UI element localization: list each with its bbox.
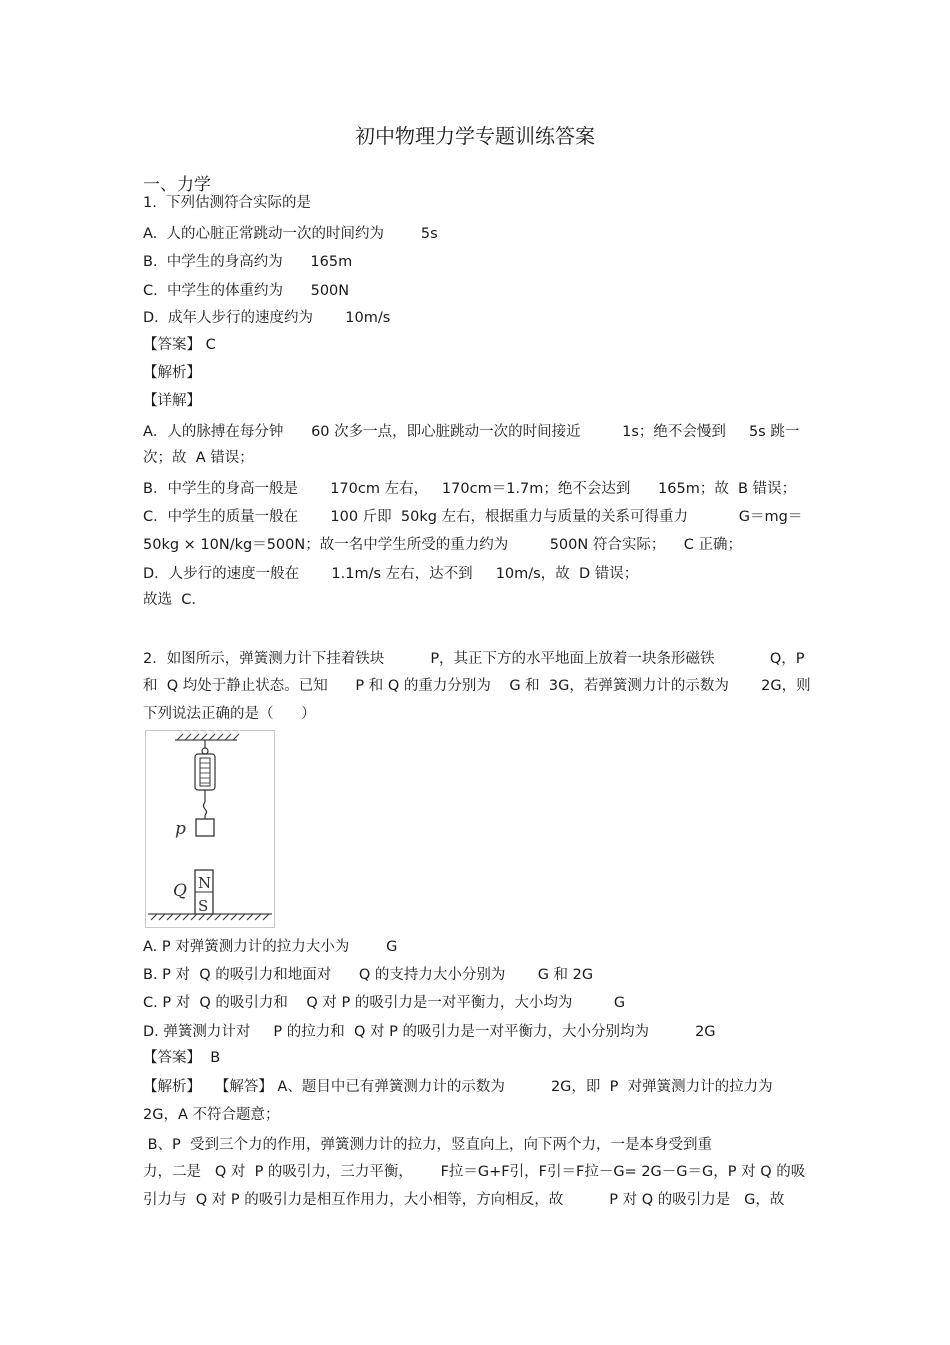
label-p: p — [175, 819, 186, 839]
q2-stem-line: 和 Q 均处于静止状态。已知 P 和 Q 的重力分别为 G 和 3G，若弹簧测力计的示数为 2G，则 — [143, 678, 811, 694]
q2-option-c: C. P 对 Q 的吸引力和 Q 对 P 的吸引力是一对平衡力，大小均为 G — [143, 995, 626, 1011]
q2-explanation-line: B、P 受到三个力的作用，弹簧测力计的拉力，竖直向上，向下两个力，一是本身受到重 — [143, 1137, 713, 1153]
q1-explanation-line: A．人的脉搏在每分钟 60 次多一点，即心脏跳动一次的时间接近 1s；绝不会慢到 5s 跳一 — [143, 424, 800, 440]
q2-stem-line: 2．如图所示，弹簧测力计下挂着铁块 P，其正下方的水平地面上放着一块条形磁铁 Q，P — [143, 651, 805, 667]
document-title: 初中物理力学专题训练答案 — [355, 124, 595, 148]
q1-explanation-line: 次；故 A 错误； — [143, 450, 254, 466]
q2-explanation-line: 2G，A 不符合题意； — [143, 1107, 280, 1123]
q1-explanation-line: C．中学生的质量一般在 100 斤即 50kg 左右，根据重力与质量的关系可得重力 G＝mg＝ — [143, 509, 803, 525]
q2-option-d: D. 弹簧测力计对 P 的拉力和 Q 对 P 的吸引力是一对平衡力，大小分别均为 2G — [143, 1024, 716, 1040]
q2-option-b: B. P 对 Q 的吸引力和地面对 Q 的支持力大小分别为 G 和 2G — [143, 967, 594, 983]
spring-scale-magnet-figure — [145, 730, 275, 928]
q2-explanation-line: 引力与 Q 对 P 的吸引力是相互作用力，大小相等，方向相反，故 P 对 Q 的吸引力是 G，故 — [143, 1192, 785, 1208]
q1-option-a: A. 人的心脏正常跳动一次的时间约为 5s — [143, 226, 438, 242]
q1-explanation-line: 50kg × 10N/kg＝500N；故一名中学生所受的重力约为 500N 符合实际； C 正确； — [143, 537, 743, 553]
label-s: S — [198, 897, 209, 915]
q1-option-c: C. 中学生的体重约为 500N — [143, 283, 350, 299]
q1-explanation-line: B．中学生的身高一般是 170cm 左右， 170cm＝1.7m；绝不会达到 165m；故 B 错误； — [143, 481, 797, 497]
q1-option-b: B. 中学生的身高约为 165m — [143, 254, 353, 270]
q1-explanation-line: D．人步行的速度一般在 1.1m/s 左右，达不到 10m/s，故 D 错误； — [143, 566, 639, 582]
section-heading: 一、力学 — [143, 175, 211, 195]
q1-explanation-line: 故选 C． — [143, 592, 206, 608]
q2-answer: 【答案】 B — [143, 1050, 221, 1066]
label-n: N — [198, 874, 212, 892]
q2-explanation-line: 【解析】 【解答】 A、题目中已有弹簧测力计的示数为 2G，即 P 对弹簧测力计的拉力为 — [143, 1079, 773, 1095]
q1-detail-label: 【详解】 — [143, 393, 201, 409]
q2-option-a: A. P 对弹簧测力计的拉力大小为 G — [143, 939, 398, 955]
q1-stem: 1. 下列估测符合实际的是 — [143, 195, 312, 211]
iron-block-p — [196, 819, 214, 836]
q1-analysis-label: 【解析】 — [143, 365, 201, 381]
label-q: Q — [173, 881, 187, 901]
q2-explanation-line: 力，二是 Q 对 P 的吸引力，三力平衡， F拉＝G+F引，F引＝F拉－G= 2G－G＝G，P 对 Q 的吸 — [143, 1164, 806, 1180]
q1-option-d: D. 成年人步行的速度约为 10m/s — [143, 310, 391, 326]
q1-answer: 【答案】 C — [143, 337, 216, 353]
q2-stem-line: 下列说法正确的是（ ） — [143, 706, 316, 722]
